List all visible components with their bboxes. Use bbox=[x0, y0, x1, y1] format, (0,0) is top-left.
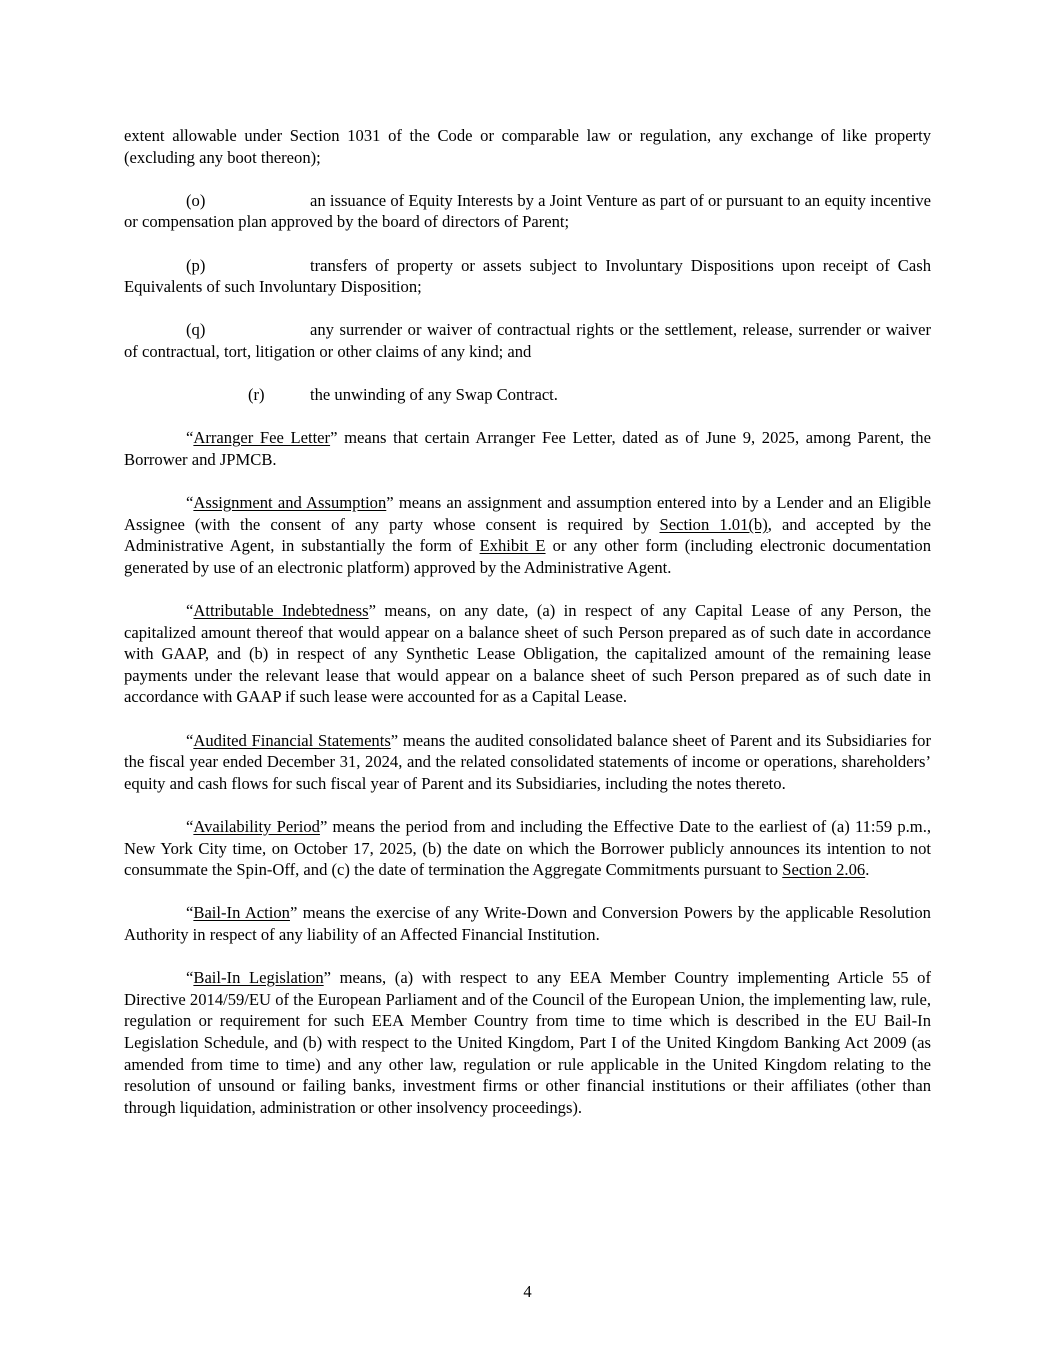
exhibit-reference: Exhibit E bbox=[479, 536, 546, 556]
definition-text: ” means the exercise of any Write-Down and Conversion Powers by the applicable Resolution Authority in respect of any liability of an Affected Financial Institution. bbox=[124, 903, 931, 944]
definition-bail-in-action: “Bail-In Action” means the exercise of any Write-Down and Conversion Powers by the applicable Resolution Authority in respect of any liability of an Affected Financial Institution. bbox=[124, 903, 931, 944]
clause-text: the unwinding of any Swap Contract. bbox=[310, 385, 558, 405]
clause-label: (o) bbox=[186, 190, 206, 210]
defined-term: Bail-In Action bbox=[193, 903, 290, 923]
defined-term: Assignment and Assumption bbox=[193, 493, 387, 513]
section-reference: Section 1.01(b) bbox=[659, 514, 768, 534]
definition-text: , and accepted by the Administrative Agent, in substantially the form of bbox=[124, 514, 931, 556]
clause-label: (p) bbox=[186, 255, 206, 275]
section-reference: Section 2.06 bbox=[782, 860, 866, 880]
defined-term: Attributable Indebtedness bbox=[193, 601, 369, 621]
definition-assignment-and-assumption: “Assignment and Assumption” means an assignment and assumption entered into by a Lender and an Eligible Assignee (with the consent of any party whose consent is required by Section 1.01(b), and accepted by the Administrative Agent, in substantially the form of Exhibit E or any other form (including electronic documentation generated by use of an electronic platform) approved by the Administrative Agent. bbox=[124, 493, 931, 577]
definition-text: ” means, (a) with respect to any EEA Member Country implementing Article 55 of Directive 2014/59/EU of the European Parliament and of the Council of the European Union, the implementing law, rule, regulation or requirement for such EEA Member Country from time to time which is described in the EU Bail-In Legislation Schedule, and (b) with respect to the United Kingdom, Part I of the United Kingdom Banking Act 2009 (as amended from time to time) and any other law, regulation or rule applicable in the United Kingdom relating to the resolution of unsound or failing banks, investment firms or other financial institutions or their affiliates (other than through liquidation, administration or other insolvency proceedings). bbox=[124, 968, 932, 1117]
definition-text: ” means the audited consolidated balance sheet of Parent and its Subsidiaries for the fiscal year ended December 31, 2024, and the related consolidated statements of income or operations, shareholders’ equity and cash flows for such fiscal year of Parent and its Subsidiaries, including the notes thereto. bbox=[124, 730, 931, 793]
defined-term: Availability Period bbox=[193, 817, 320, 836]
definition-text: or any other form (including electronic documentation generated by use of an electronic platform) approved by the Administrative Agent. bbox=[124, 536, 931, 577]
defined-term: Audited Financial Statements bbox=[193, 730, 391, 750]
definition-text: ” means the period from and including the Effective Date to the earliest of (a) 11:59 p.m., New York City time, on October 17, 2025, (b) the date on which the Borrower publicly announces its intention to not consummate the Spin-Off, and (c) the date of termination the Aggregate Commitments pursuant to bbox=[124, 817, 931, 880]
definition-arranger-fee-letter: “Arranger Fee Letter” means that certain Arranger Fee Letter, dated as of June 9, 2025, among Parent, the Borrower and JPMCB. bbox=[124, 428, 931, 469]
clause-text: an issuance of Equity Interests by a Joint Venture as part of or pursuant to an equity incentive or compensation plan approved by the board of directors of Parent; bbox=[124, 190, 931, 232]
document-page bbox=[124, 125, 931, 1118]
defined-term: Arranger Fee Letter bbox=[193, 428, 331, 448]
definition-audited-financial-statements: “Audited Financial Statements” means the audited consolidated balance sheet of Parent and its Subsidiaries for the fiscal year ended December 31, 2024, and the related consolidated statements of income or operations, shareholders’ equity and cash flows for such fiscal year of Parent and its Subsidiaries, including the notes thereto. bbox=[124, 730, 931, 793]
definition-text: ” means, on any date, (a) in respect of any Capital Lease of any Person, the capitalized amount thereof that would appear on a balance sheet of such Person prepared as of such date in accordance with GAAP, and (b) in respect of any Synthetic Lease Obligation, the capitalized amount of the remaining lease payments under the relevant lease that would appear on a balance sheet of such Person prepared as of such date in accordance with GAAP if such lease were accounted for as a Capital Lease. bbox=[124, 601, 931, 707]
definition-text: ” means that certain Arranger Fee Letter, dated as of June 9, 2025, among Parent, the Borrower and JPMCB. bbox=[124, 428, 931, 469]
definition-text: . bbox=[865, 860, 870, 880]
definition-bail-in-legislation: “Bail-In Legislation” means, (a) with respect to any EEA Member Country implementing Article 55 of Directive 2014/59/EU of the European Parliament and of the Council of the European Union, the implementing law, rule, regulation or requirement for such EEA Member Country from time to time which is described in the EU Bail-In Legislation Schedule, and (b) with respect to the United Kingdom, Part I of the United Kingdom Banking Act 2009 (as amended from time to time) and any other law, regulation or rule applicable in the United Kingdom relating to the resolution of unsound or failing banks, investment firms or other financial institutions or their affiliates (other than through liquidation, administration or other insolvency proceedings). bbox=[124, 968, 932, 1117]
clause-text: transfers of property or assets subject to Involuntary Dispositions upon receipt of Cash Equivalents of such Involuntary Disposition; bbox=[124, 255, 931, 297]
definition-availability-period: “Availability Period” means the period from and including the Effective Date to the earliest of (a) 11:59 p.m., New York City time, on October 17, 2025, (b) the date on which the Borrower publicly announces its intention to not consummate the Spin-Off, and (c) the date of termination the Aggregate Commitments pursuant to Section 2.06. bbox=[124, 817, 931, 880]
clause-label: (r) bbox=[248, 385, 265, 405]
clause-r bbox=[124, 384, 931, 406]
clause-label: (q) bbox=[186, 320, 206, 340]
continuation-paragraph: extent allowable under Section 1031 of the Code or comparable law or regulation, any exchange of like property (excluding any boot thereon); bbox=[124, 126, 931, 167]
definition-attributable-indebtedness: “Attributable Indebtedness” means, on any date, (a) in respect of any Capital Lease of any Person, the capitalized amount thereof that would appear on a balance sheet of such Person prepared as of such date in accordance with GAAP, and (b) in respect of any Synthetic Lease Obligation, the capitalized amount of the remaining lease payments under the relevant lease that would appear on a balance sheet of such Person prepared as of such date in accordance with GAAP if such lease were accounted for as a Capital Lease. bbox=[124, 601, 931, 707]
page-number: 4 bbox=[523, 1282, 532, 1301]
clause-p bbox=[124, 255, 931, 298]
clause-o bbox=[124, 190, 931, 233]
definition-text: ” means an assignment and assumption entered into by a Lender and an Eligible Assignee (with the consent of any party whose consent is required by bbox=[124, 493, 931, 534]
clause-text: any surrender or waiver of contractual rights or the settlement, release, surrender or waiver of contractual, tort, litigation or other claims of any kind; and bbox=[124, 320, 931, 361]
clause-q bbox=[124, 319, 931, 362]
defined-term: Bail-In Legislation bbox=[193, 968, 324, 988]
